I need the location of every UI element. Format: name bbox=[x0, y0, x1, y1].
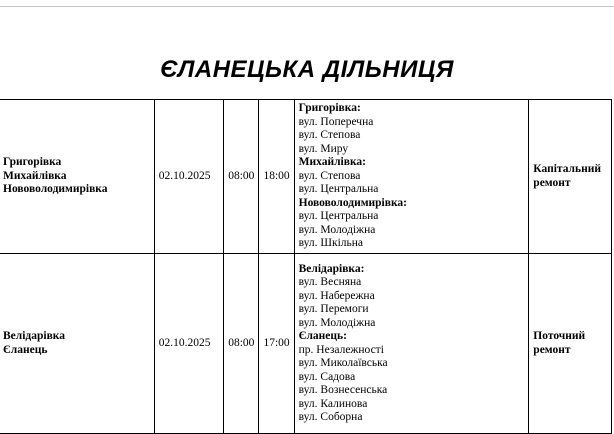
street-name: вул. Поперечна bbox=[298, 115, 374, 128]
work-type-line: Капітальний bbox=[533, 163, 601, 175]
street-name: вул. Молодіжна bbox=[298, 316, 376, 329]
table-row bbox=[0, 254, 612, 434]
streets-cell bbox=[294, 100, 529, 254]
work-type-line: ремонт bbox=[533, 343, 571, 356]
date-cell: 02.10.2025 bbox=[154, 254, 224, 434]
village-name: Єланець bbox=[3, 343, 48, 356]
street-name: вул. Садова bbox=[298, 370, 356, 383]
time-end-cell: 18:00 bbox=[259, 100, 294, 254]
page-title: ЄЛАНЕЦЬКА ДІЛЬНИЦЯ bbox=[160, 56, 454, 83]
work-type-line: Поточний bbox=[533, 330, 586, 342]
work-type-line: ремонт bbox=[533, 176, 571, 189]
outage-schedule-table bbox=[0, 99, 612, 434]
street-name: вул. Молодіжна bbox=[298, 223, 376, 236]
streets-cell bbox=[294, 254, 529, 434]
street-name: вул. Шкільна bbox=[298, 237, 364, 250]
village-name: Велідарівка bbox=[3, 330, 65, 342]
village-name: Михайлівка bbox=[3, 169, 67, 182]
locality-heading: Григорівка: bbox=[298, 102, 361, 115]
street-name: вул. Набережна bbox=[298, 289, 375, 302]
street-name: вул. Степова bbox=[298, 169, 361, 182]
street-name: вул. Вознесенська bbox=[298, 384, 388, 396]
street-name: вул. Миколаївська bbox=[298, 357, 388, 369]
top-rule bbox=[0, 0, 614, 7]
village-name: Григорівка bbox=[3, 156, 62, 169]
work-type-cell bbox=[529, 100, 612, 254]
village-name: Нововолодимирівка bbox=[3, 183, 108, 196]
street-name: вул. Центральна bbox=[298, 183, 379, 196]
time-end-cell: 17:00 bbox=[259, 254, 294, 434]
time-start-cell: 08:00 bbox=[224, 100, 259, 254]
locality-heading: Єланець: bbox=[298, 330, 347, 342]
work-type-cell bbox=[529, 254, 612, 434]
villages-cell bbox=[0, 100, 154, 254]
street-name: вул. Центральна bbox=[298, 210, 379, 223]
locality-heading: Велідарівка: bbox=[298, 262, 365, 275]
street-name: вул. Миру bbox=[298, 142, 349, 155]
street-name: вул. Степова bbox=[298, 129, 361, 142]
street-name: вул. Соборна bbox=[298, 411, 363, 423]
street-name: вул. Перемоги bbox=[298, 303, 369, 315]
date-cell: 02.10.2025 bbox=[154, 100, 224, 254]
street-name: вул. Весняна bbox=[298, 276, 362, 288]
table-row bbox=[0, 100, 612, 254]
street-name: пр. Незалежності bbox=[298, 343, 384, 356]
locality-heading: Михайлівка: bbox=[298, 156, 366, 169]
locality-heading: Нововолодимирівка: bbox=[298, 196, 407, 209]
time-start-cell: 08:00 bbox=[224, 254, 259, 434]
street-name: вул. Калинова bbox=[298, 397, 368, 410]
villages-cell bbox=[0, 254, 154, 434]
